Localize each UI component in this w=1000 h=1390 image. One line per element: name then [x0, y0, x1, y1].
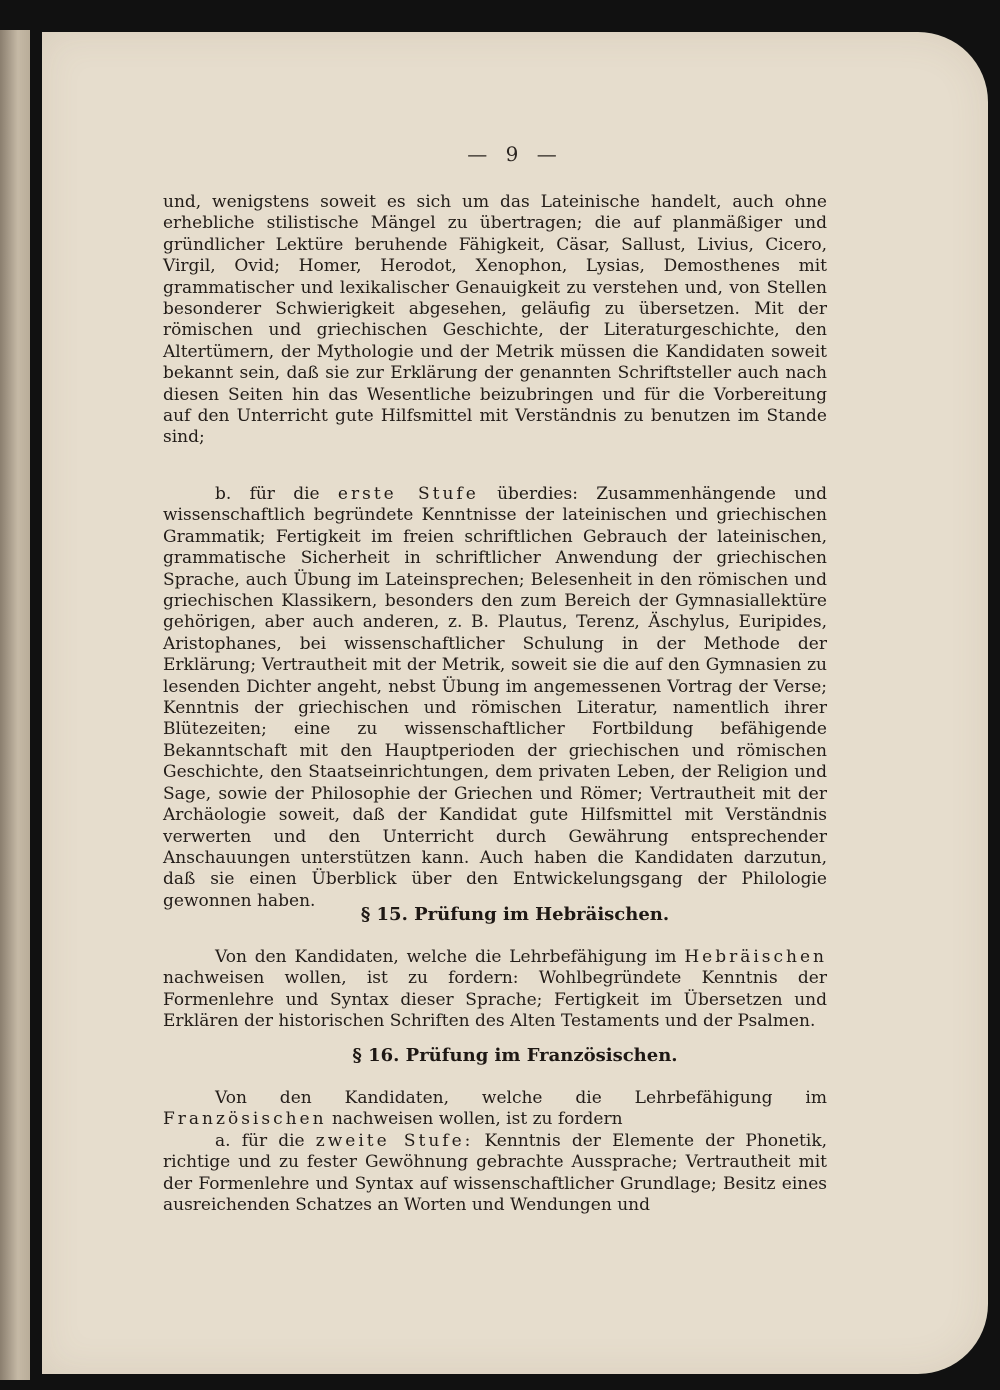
paragraph-first-stage-text — [163, 484, 827, 912]
item-a-lead: a. für die — [215, 1130, 305, 1151]
section-15-lead: Von den Kandidaten, welche die Lehrbefähigung im — [215, 947, 677, 967]
section-15-paragraph — [163, 947, 827, 1033]
item-a-spaced: zweite Stufe: — [315, 1130, 474, 1151]
book-page — [42, 32, 988, 1374]
paragraph-classics-continued — [163, 192, 827, 449]
item-b-text: überdies: Zusammenhängende und wissenschaftlich begründete Kenntnisse der lateinischen und griechischen Grammatik; Fertigkeit im freien schriftlichen Gebrauch der lateinischen, grammatische Sicherheit in schriftlicher Anwendung der griechischen Sprache, auch Übung im Lateinsprechen; Belesenheit in den römischen und griechischen Klassikern, besonders den zum Bereich der Gymnasiallektüre gehörigen, aber auch anderen, z. B. Plautus, Terenz, Äschylus, Euripides, Aristophanes, bei wissenschaftlicher Schulung in der Methode der Erklärung; Vertrautheit mit der Metrik, soweit sie die auf den Gymnasien zu lesenden Dichter angeht, nebst Übung im angemessenen Vortrag der Verse; Kenntnis der griechischen und römischen Literatur, namentlich ihrer Blütezeiten; eine zu wissenschaftlicher Fortbildung befähigende Bekanntschaft mit den Hauptperioden der griechischen und römischen Geschichte, den Staatseinrichtungen, dem privaten Leben, der Religion und Sage, sowie der Philosophie der Griechen und Römer; Vertrautheit mit der Archäologie soweit, daß der Kandidat gute Hilfsmittel mit Verständnis verwerten und den Unterricht durch Gewährung entsprechender Anschauungen unterstützen kann. Auch haben die Kandidaten darzutun, daß sie einen Überblick über den Entwickelungsgang der Philologie gewonnen haben. — [163, 484, 828, 911]
item-a-text: Kenntnis der Elemente der Phonetik, richtige und zu fester Gewöhnung gebrachte Aussprache; Vertrautheit mit der Formenlehre und Syntax auf wissenschaftlicher Grundlage; Besitz eines ausreichenden Schatzes an Worten und Wendungen und — [163, 1130, 828, 1216]
section-15-text — [163, 947, 827, 1033]
section-16-lead: Von den Kandidaten, welche die Lehrbefähigung im — [215, 1088, 827, 1108]
section-16-item-a — [163, 1131, 827, 1217]
section-16-heading: § 16. Prüfung im Französischen. — [352, 1045, 678, 1066]
section-15-spaced: Hebräischen — [684, 947, 827, 967]
section-16-spaced: Französischen — [163, 1109, 327, 1130]
section-16-body: nachweisen wollen, ist zu fordern — [331, 1109, 623, 1130]
paragraph-first-stage — [163, 484, 827, 912]
section-16-intro — [163, 1088, 827, 1131]
page-number: — 9 — — [467, 142, 563, 166]
paragraph-text: und, wenigstens soweit es sich um das Lateinische handelt, auch ohne erhebliche stilistische Mängel zu übertragen; die auf planmäßiger und gründlicher Lektüre beruhende Fähigkeit, Cäsar, Sallust, Livius, Cicero, Virgil, Ovid; Homer, Herodot, Xenophon, Lysias, Demosthenes mit grammatischer und lexikalischer Genauigkeit zu verstehen und, von Stellen besonderer Schwierigkeit abgesehen, geläufig zu übersetzen. Mit der römischen und griechischen Geschichte, der Literaturgeschichte, den Altertümern, der Mythologie und der Metrik müssen die Kandidaten soweit bekannt sein, daß sie zur Erklärung der genannten Schriftsteller auch nach diesen Seiten hin das Wesentliche beizubringen und für die Vorbereitung auf den Unterricht gute Hilfsmittel mit Verständnis zu benutzen im Stande sind; — [163, 192, 827, 448]
previous-page-edge — [0, 30, 30, 1380]
item-b-lead: b. für die — [215, 484, 320, 504]
section-16-paragraph — [163, 1088, 827, 1216]
item-b-spaced: erste Stufe — [337, 484, 479, 504]
section-15-heading: § 15. Prüfung im Hebräischen. — [360, 904, 670, 925]
section-15-body: nachweisen wollen, ist zu fordern: Wohlbegründete Kenntnis der Formenlehre und Syntax dieser Sprache; Fertigkeit im Übersetzen und Erklären der historischen Schriften des Alten Testaments und der Psalmen. — [163, 968, 827, 1032]
